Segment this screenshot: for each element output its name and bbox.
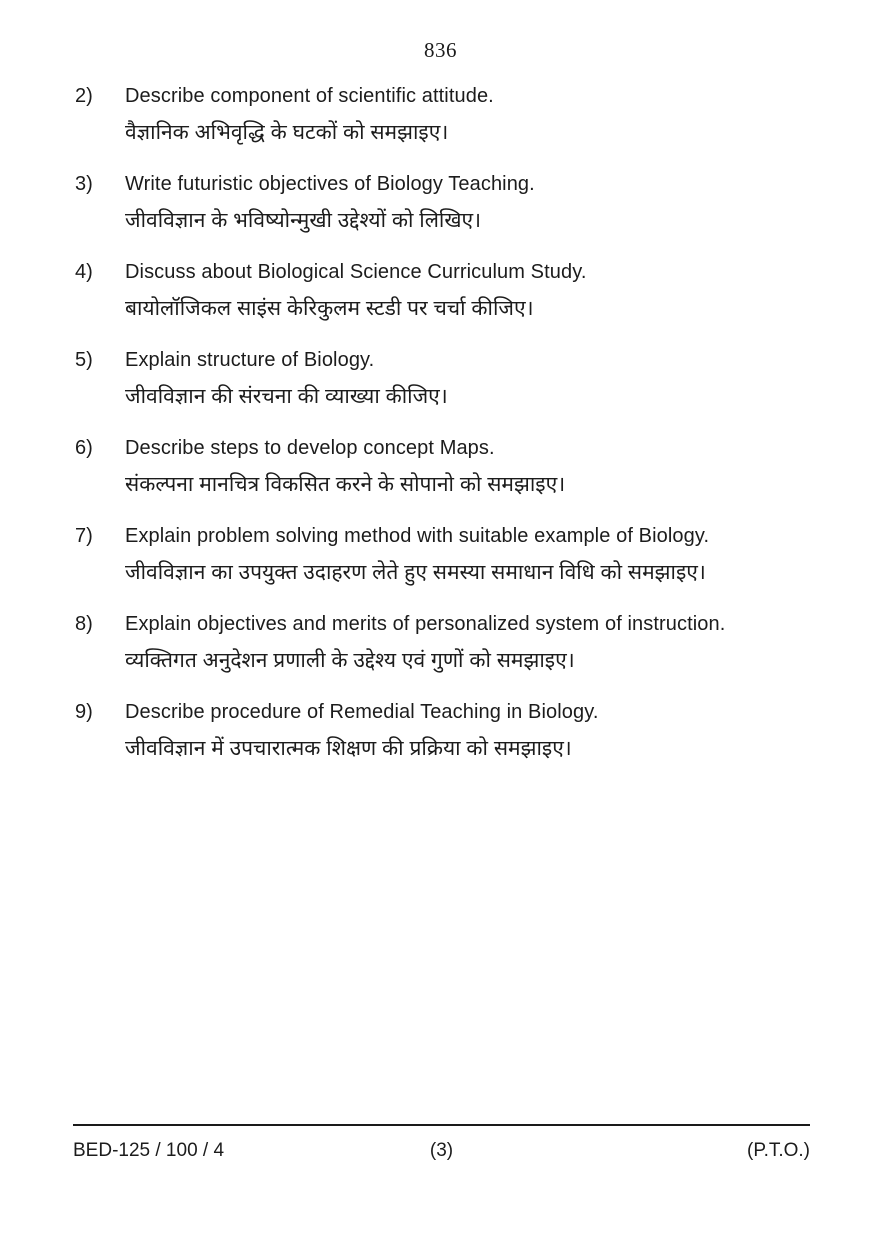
- question-number: 9): [75, 701, 93, 723]
- question-text-english: Describe procedure of Remedial Teaching in Biology.: [125, 701, 599, 723]
- question-text-hindi: जीवविज्ञान का उपयुक्त उदाहरण लेते हुए समस्या समाधान विधि को समझाइए।: [125, 561, 706, 584]
- footer-page-number: (3): [429, 1140, 454, 1161]
- question-item-2: [75, 81, 805, 151]
- question-text-hindi: जीवविज्ञान के भविष्योन्मुखी उद्देश्यों को लिखिए।: [125, 209, 482, 232]
- footer-pto-label: (P.T.O.): [747, 1140, 811, 1161]
- question-text-english: Describe steps to develop concept Maps.: [125, 437, 495, 459]
- question-item-7: [75, 521, 805, 591]
- question-item-4: [75, 257, 805, 327]
- question-number: 3): [75, 173, 93, 195]
- question-text-english: Write futuristic objectives of Biology Teaching.: [125, 173, 535, 195]
- question-number: 8): [75, 613, 93, 635]
- question-body: [125, 345, 805, 415]
- question-item-6: [75, 433, 805, 503]
- question-number: 7): [75, 525, 93, 547]
- question-body: [125, 609, 805, 679]
- question-text-hindi: जीवविज्ञान की संरचना की व्याख्या कीजिए।: [125, 385, 448, 408]
- question-text-english: Explain problem solving method with suitable example of Biology.: [125, 525, 710, 547]
- question-text-english: Describe component of scientific attitude.: [125, 85, 494, 107]
- question-number: 2): [75, 85, 93, 107]
- question-number: 4): [75, 261, 93, 283]
- question-item-5: [75, 345, 805, 415]
- question-text-english: Discuss about Biological Science Curriculum Study.: [125, 261, 587, 283]
- question-item-3: [75, 169, 805, 239]
- question-body: [125, 697, 805, 767]
- page-header-number: 836: [424, 38, 457, 62]
- question-text-hindi: वैज्ञानिक अभिवृद्धि के घटकों को समझाइए।: [125, 121, 449, 144]
- question-body: [125, 81, 805, 151]
- question-body: [125, 433, 805, 503]
- question-text-english: Explain objectives and merits of personalized system of instruction.: [125, 613, 726, 635]
- question-text-hindi: बायोलॉजिकल साइंस केरिकुलम स्टडी पर चर्चा कीजिए।: [125, 297, 534, 320]
- question-number: 5): [75, 349, 93, 371]
- question-text-hindi: जीवविज्ञान में उपचारात्मक शिक्षण की प्रक्रिया को समझाइए।: [125, 737, 572, 760]
- question-body: [125, 257, 805, 327]
- questions-list: [75, 81, 805, 767]
- question-text-hindi: व्यक्तिगत अनुदेशन प्रणाली के उद्देश्य एवं गुणों को समझाइए।: [125, 649, 575, 672]
- question-item-8: [75, 609, 805, 679]
- footer-paper-code: BED-125 / 100 / 4: [73, 1140, 225, 1161]
- question-body: [125, 169, 805, 239]
- question-number: 6): [75, 437, 93, 459]
- question-body: [125, 521, 805, 591]
- question-text-english: Explain structure of Biology.: [125, 349, 375, 371]
- question-text-hindi: संकल्पना मानचित्र विकसित करने के सोपानो को समझाइए।: [125, 473, 566, 496]
- page-footer: [73, 1124, 810, 1162]
- question-item-9: [75, 697, 805, 767]
